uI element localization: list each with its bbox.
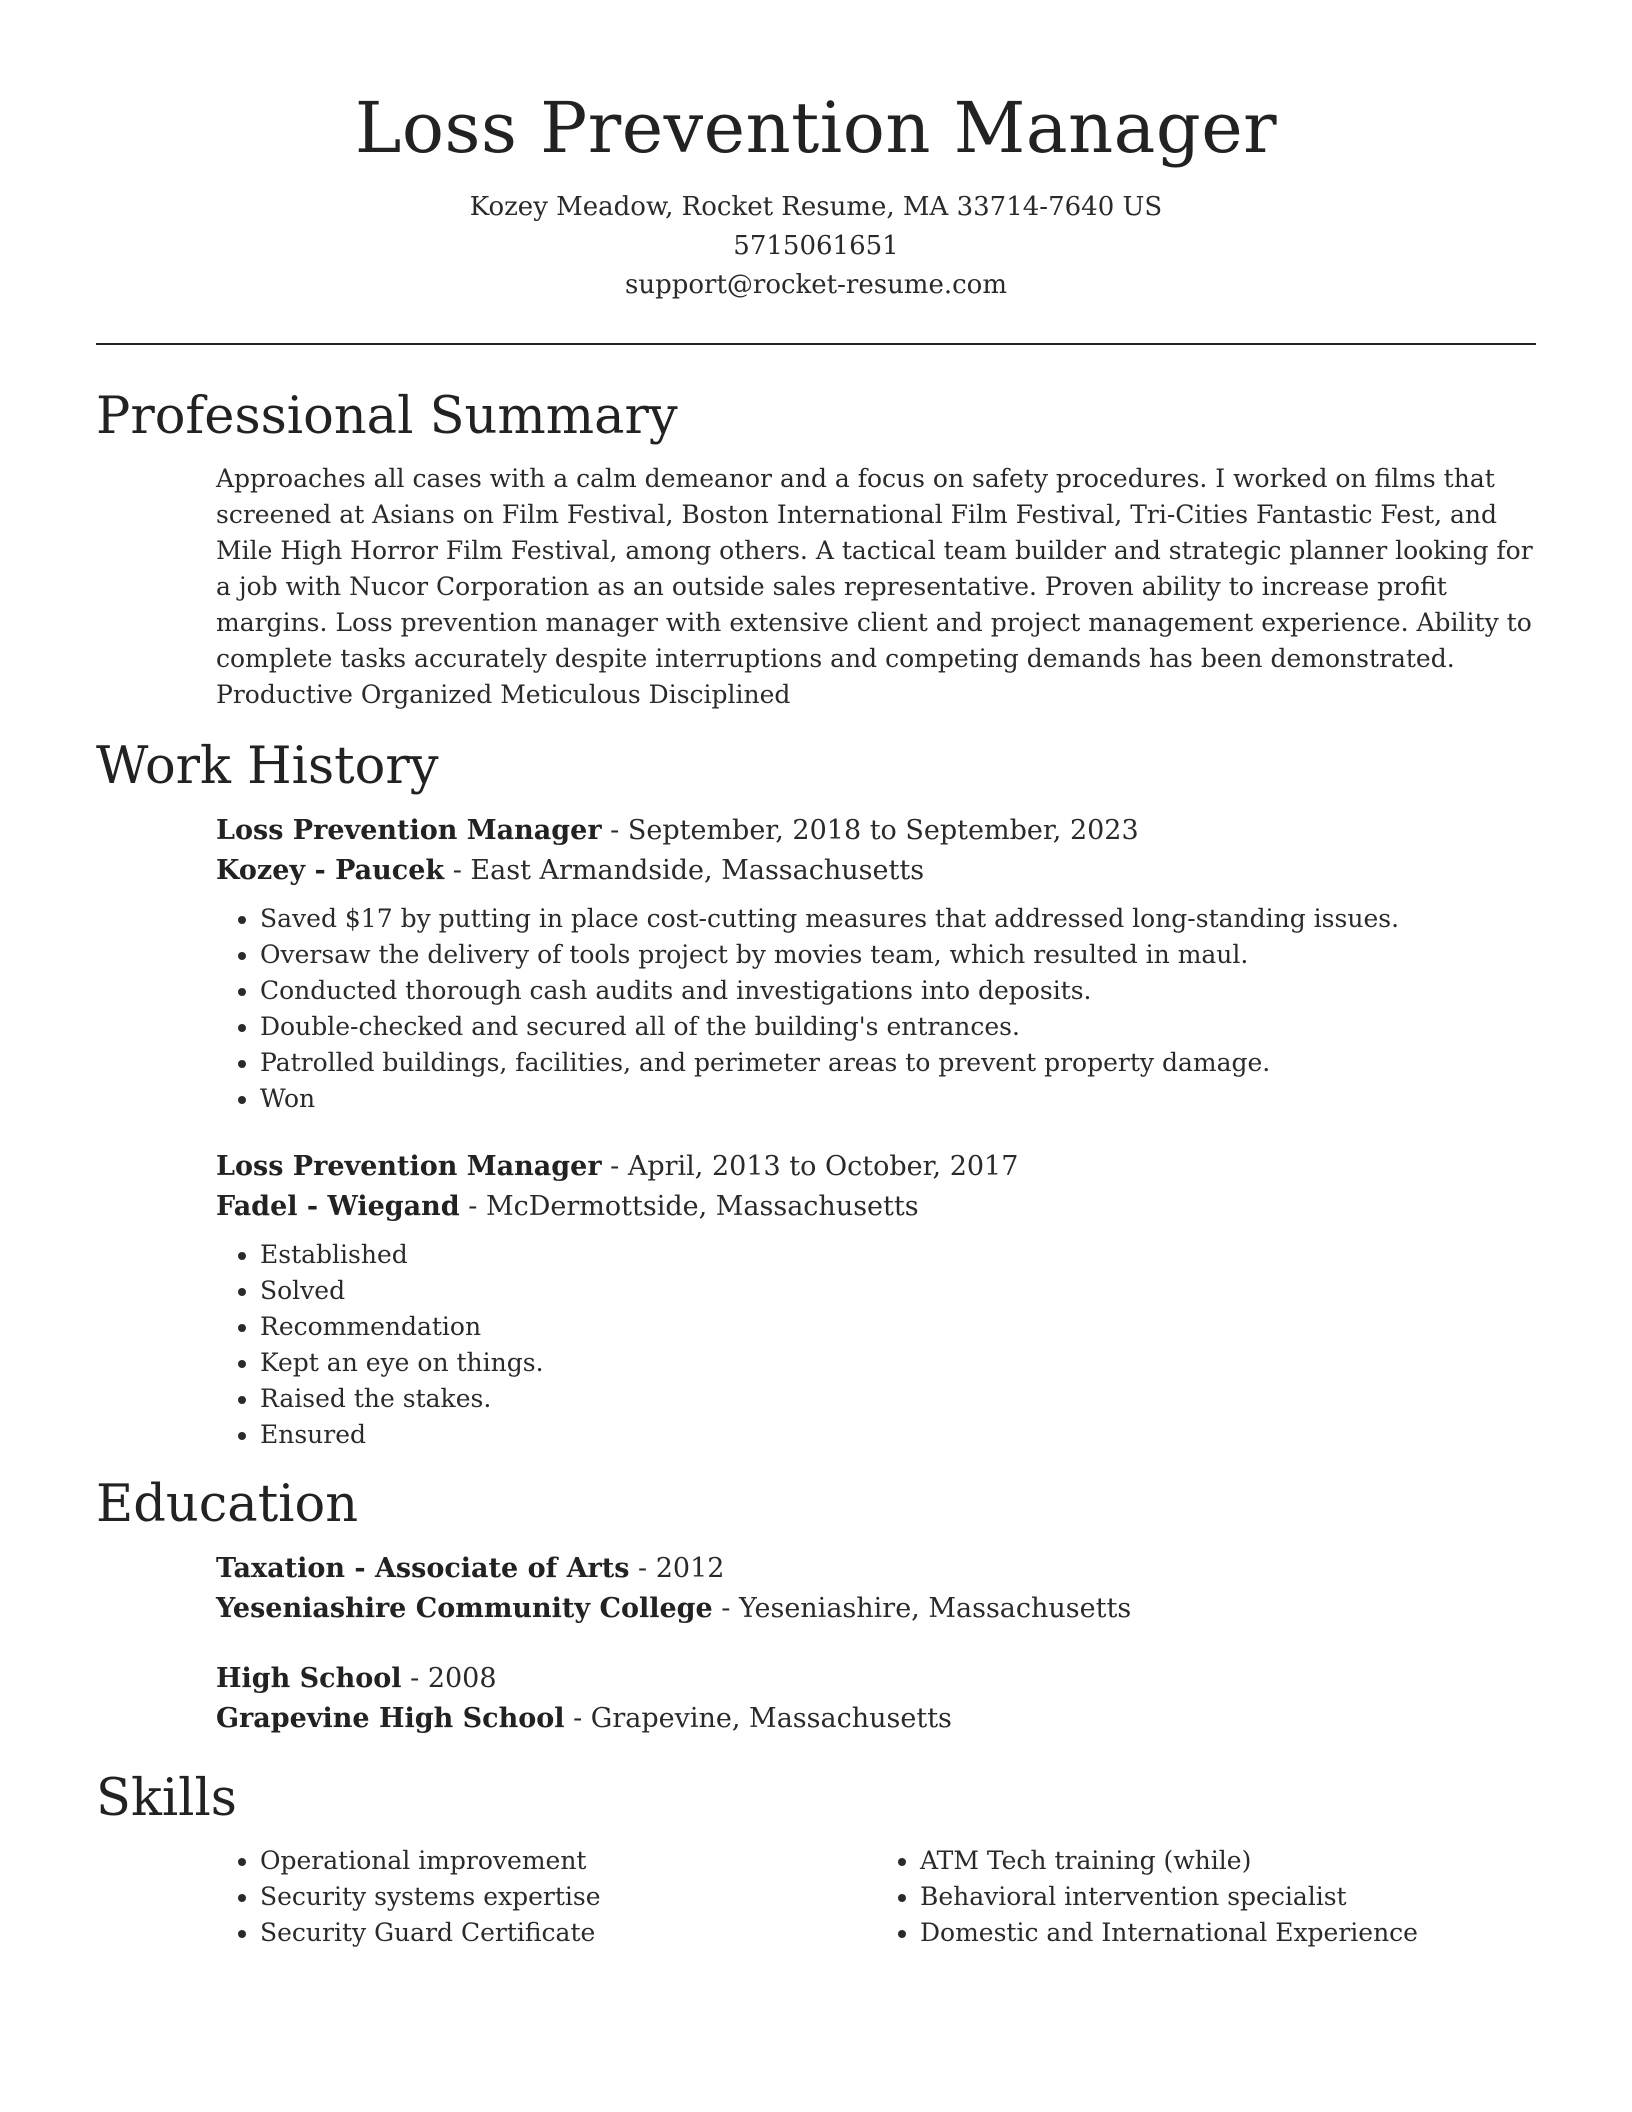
job-position: Loss Prevention Manager [216,1151,602,1182]
resume-name: Loss Prevention Manager [354,87,1278,169]
list-item: • Kept an eye on things. [260,1345,1536,1381]
skill-item: • ATM Tech training (while) [920,1843,1536,1879]
job-company: Fadel - Wiegand [216,1191,460,1222]
job-company: Kozey - Paucek [216,855,445,886]
degree-line [216,1659,1536,1699]
skills-heading: Skills [96,1769,237,1828]
degree-year: - 2012 [629,1553,725,1584]
contact-email: support@rocket-resume.com [624,270,1007,300]
list-item: • Conducted thorough cash audits and investigations into deposits. [260,973,1536,1009]
skill-item: • Operational improvement [260,1843,876,1879]
list-item: • Oversaw the delivery of tools project by movies team, which resulted in maul. [260,937,1536,973]
contact-phone: 5715061651 [733,231,899,261]
school-name: Grapevine High School [216,1703,565,1734]
degree-year: - 2008 [401,1663,497,1694]
list-item: • Double-checked and secured all of the building's entrances. [260,1009,1536,1045]
job-location: - McDermottside, Massachusetts [459,1191,919,1222]
education-heading: Education [96,1475,359,1534]
list-item: • Won [260,1081,1536,1117]
contact-block [96,188,1536,305]
job-duties [216,901,1536,1117]
education-section [216,1549,1536,1739]
list-item: • Patrolled buildings, facilities, and perimeter areas to prevent property damage. [260,1045,1536,1081]
skill-item: • Domestic and International Experience [920,1915,1536,1951]
education-entry [216,1549,1536,1629]
skill-item: • Security systems expertise [260,1879,876,1915]
job-dates: - April, 2013 to October, 2017 [601,1151,1019,1182]
job-title-line [216,1147,1536,1187]
job-duties [216,1237,1536,1453]
skills-list-left [216,1843,876,1951]
skill-item: • Behavioral intervention specialist [920,1879,1536,1915]
job-company-line [216,851,1536,891]
list-item: • Raised the stakes. [260,1381,1536,1417]
resume-header [96,0,1536,305]
list-item: • Established [260,1237,1536,1273]
degree-name: Taxation - Associate of Arts [216,1553,630,1584]
job-dates: - September, 2018 to September, 2023 [601,815,1139,846]
work-history-section [216,811,1536,1453]
job-entry [216,1147,1536,1453]
school-name: Yeseniashire Community College [216,1593,713,1624]
list-item: • Solved [260,1273,1536,1309]
school-line [216,1699,1536,1739]
summary-heading: Professional Summary [96,387,678,446]
job-location: - East Armandside, Massachusetts [444,855,925,886]
skills-section [216,1843,1536,1951]
summary-text: Approaches all cases with a calm demeanor and a focus on safety procedures. I worked on films that screened at Asians on Film Festival, Boston International Film Festival, Tri-Cities Fantastic Fest, and Mile High Horror Film Festival, among others. A tactical team builder and strategic planner looking for a job with Nucor Corporation as an outside sales representative. Proven ability to increase profit margins. Loss prevention manager with extensive client and project management experience. Ability to complete tasks accurately despite interruptions and competing demands has been demonstrated. Productive Organized Meticulous Disciplined [216,464,1533,709]
school-location: - Grapevine, Massachusetts [564,1703,952,1734]
school-line [216,1589,1536,1629]
education-entry [216,1659,1536,1739]
contact-address: Kozey Meadow, Rocket Resume, MA 33714-7640 US [469,192,1163,222]
job-position: Loss Prevention Manager [216,815,602,846]
work-history-heading: Work History [96,737,439,796]
job-title-line [216,811,1536,851]
skills-grid [216,1843,1536,1951]
job-entry [216,811,1536,1117]
skills-list-right [876,1843,1536,1951]
header-divider [96,343,1536,345]
degree-name: High School [216,1663,402,1694]
school-location: - Yeseniashire, Massachusetts [712,1593,1132,1624]
list-item: • Ensured [260,1417,1536,1453]
list-item: • Saved $17 by putting in place cost-cutting measures that addressed long-standing issues. [260,901,1536,937]
summary-section [216,461,1536,713]
degree-line [216,1549,1536,1589]
resume-page [96,0,1536,1951]
job-company-line [216,1187,1536,1227]
list-item: • Recommendation [260,1309,1536,1345]
skill-item: • Security Guard Certificate [260,1915,876,1951]
